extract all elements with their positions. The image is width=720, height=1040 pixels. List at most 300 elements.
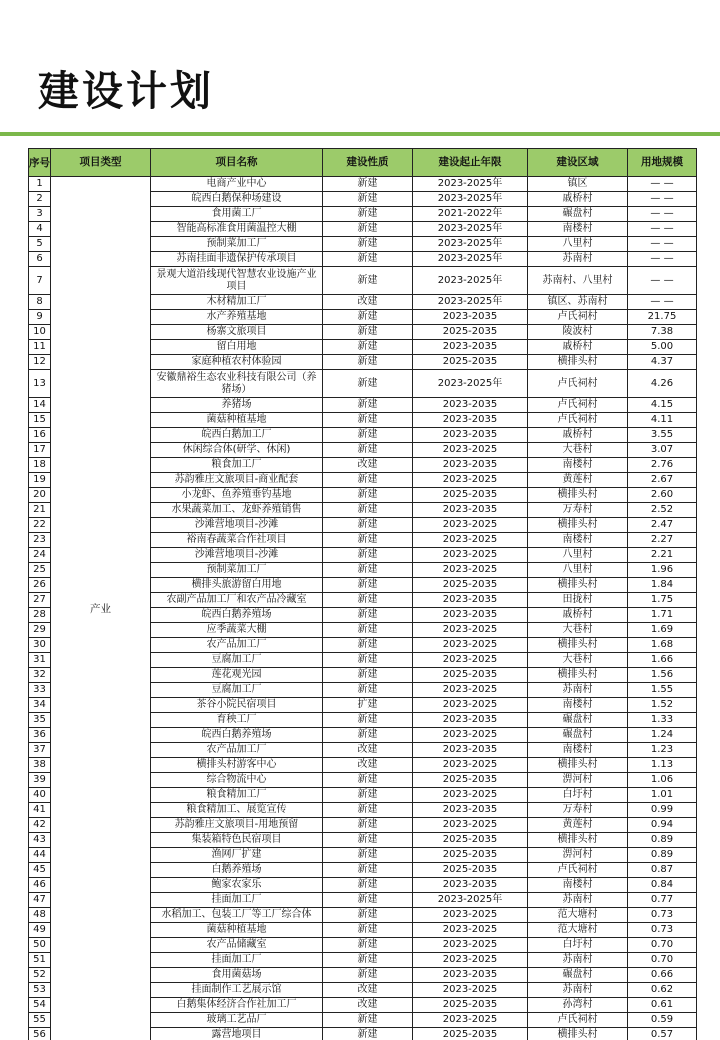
row-name: 预制菜加工厂	[151, 563, 323, 578]
row-period: 2023-2025	[413, 683, 528, 698]
row-land: 1.55	[628, 683, 697, 698]
row-land: 0.73	[628, 923, 697, 938]
row-name: 农副产品加工厂和农产品冷藏室	[151, 593, 323, 608]
row-area: 碾盘村	[528, 728, 628, 743]
row-name: 农产品储藏室	[151, 938, 323, 953]
row-land: 0.62	[628, 983, 697, 998]
row-area: 戚桥村	[528, 428, 628, 443]
row-period: 2023-2025年	[413, 252, 528, 267]
row-nature: 新建	[323, 893, 413, 908]
row-seq: 53	[29, 983, 51, 998]
row-seq: 55	[29, 1013, 51, 1028]
row-name: 鲍家农家乐	[151, 878, 323, 893]
row-name: 菌菇种植基地	[151, 923, 323, 938]
row-nature: 新建	[323, 413, 413, 428]
row-nature: 新建	[323, 788, 413, 803]
row-nature: 新建	[323, 237, 413, 252]
row-seq: 21	[29, 503, 51, 518]
row-period: 2023-2035	[413, 503, 528, 518]
row-land: — —	[628, 252, 697, 267]
row-period: 2023-2025	[413, 473, 528, 488]
header-nature: 建设性质	[323, 149, 413, 177]
row-name: 横排头村游客中心	[151, 758, 323, 773]
table-row	[29, 177, 697, 192]
row-area: 白圩村	[528, 788, 628, 803]
row-area: 卢氏祠村	[528, 1013, 628, 1028]
row-period: 2023-2025年	[413, 192, 528, 207]
row-nature: 新建	[323, 252, 413, 267]
row-land: 0.99	[628, 803, 697, 818]
row-land: 1.33	[628, 713, 697, 728]
row-seq: 38	[29, 758, 51, 773]
row-area: 镇区	[528, 177, 628, 192]
row-seq: 1	[29, 177, 51, 192]
row-period: 2025-2035	[413, 1028, 528, 1040]
row-area: 南楼村	[528, 458, 628, 473]
row-name: 食用菌工厂	[151, 207, 323, 222]
row-land: 4.26	[628, 370, 697, 398]
row-period: 2023-2035	[413, 608, 528, 623]
row-period: 2023-2025年	[413, 237, 528, 252]
row-area: 大巷村	[528, 443, 628, 458]
row-seq: 3	[29, 207, 51, 222]
row-land: 1.24	[628, 728, 697, 743]
row-seq: 29	[29, 623, 51, 638]
row-name: 水果蔬菜加工、龙虾养殖销售	[151, 503, 323, 518]
row-name: 育秧工厂	[151, 713, 323, 728]
row-seq: 33	[29, 683, 51, 698]
row-period: 2025-2035	[413, 773, 528, 788]
row-land: 4.15	[628, 398, 697, 413]
row-period: 2023-2025	[413, 638, 528, 653]
row-name: 安徽鼎裕生态农业科技有限公司（养猪场）	[151, 370, 323, 398]
row-land: 1.56	[628, 668, 697, 683]
row-seq: 40	[29, 788, 51, 803]
row-period: 2023-2025	[413, 953, 528, 968]
row-seq: 24	[29, 548, 51, 563]
row-land: 0.89	[628, 833, 697, 848]
row-area: 淠河村	[528, 773, 628, 788]
row-period: 2025-2035	[413, 578, 528, 593]
row-nature: 新建	[323, 355, 413, 370]
row-nature: 新建	[323, 518, 413, 533]
row-seq: 42	[29, 818, 51, 833]
row-name: 综合物流中心	[151, 773, 323, 788]
row-area: 陵波村	[528, 325, 628, 340]
row-seq: 14	[29, 398, 51, 413]
row-nature: 新建	[323, 548, 413, 563]
row-seq: 18	[29, 458, 51, 473]
row-nature: 新建	[323, 563, 413, 578]
row-period: 2025-2035	[413, 325, 528, 340]
row-area: 卢氏祠村	[528, 398, 628, 413]
row-area: 八里村	[528, 563, 628, 578]
row-nature: 新建	[323, 593, 413, 608]
row-nature: 新建	[323, 473, 413, 488]
row-land: 5.00	[628, 340, 697, 355]
header-category: 项目类型	[51, 149, 151, 177]
row-land: 0.73	[628, 908, 697, 923]
row-seq: 54	[29, 998, 51, 1013]
row-name: 白鹅养殖场	[151, 863, 323, 878]
table-body	[29, 177, 697, 1040]
row-seq: 45	[29, 863, 51, 878]
row-land: 0.77	[628, 893, 697, 908]
row-name: 挂面加工厂	[151, 953, 323, 968]
row-period: 2023-2035	[413, 340, 528, 355]
row-land: 1.06	[628, 773, 697, 788]
row-seq: 27	[29, 593, 51, 608]
row-land: 0.89	[628, 848, 697, 863]
row-land: — —	[628, 267, 697, 295]
row-area: 苏南村、八里村	[528, 267, 628, 295]
row-seq: 10	[29, 325, 51, 340]
row-period: 2025-2035	[413, 488, 528, 503]
row-nature: 新建	[323, 340, 413, 355]
row-land: 2.27	[628, 533, 697, 548]
row-name: 莲花观光园	[151, 668, 323, 683]
row-period: 2023-2025	[413, 758, 528, 773]
row-land: 0.94	[628, 818, 697, 833]
row-name: 挂面加工厂	[151, 893, 323, 908]
row-period: 2023-2025	[413, 818, 528, 833]
row-land: — —	[628, 237, 697, 252]
row-area: 镇区、苏南村	[528, 295, 628, 310]
row-land: 1.23	[628, 743, 697, 758]
row-seq: 36	[29, 728, 51, 743]
row-name: 智能高标准食用菌温控大棚	[151, 222, 323, 237]
row-name: 电商产业中心	[151, 177, 323, 192]
row-name: 裕南春蔬菜合作社项目	[151, 533, 323, 548]
row-nature: 新建	[323, 683, 413, 698]
row-land: — —	[628, 177, 697, 192]
row-area: 南楼村	[528, 878, 628, 893]
row-area: 黄莲村	[528, 818, 628, 833]
row-name: 粮食加工厂	[151, 458, 323, 473]
row-name: 白鹅集体经济合作社加工厂	[151, 998, 323, 1013]
row-nature: 新建	[323, 938, 413, 953]
row-seq: 20	[29, 488, 51, 503]
row-land: 2.52	[628, 503, 697, 518]
row-area: 卢氏祠村	[528, 370, 628, 398]
row-period: 2025-2035	[413, 833, 528, 848]
row-land: 1.69	[628, 623, 697, 638]
row-nature: 新建	[323, 818, 413, 833]
row-land: 1.68	[628, 638, 697, 653]
row-name: 粮食精加工、展览宣传	[151, 803, 323, 818]
row-area: 戚桥村	[528, 340, 628, 355]
row-land: 0.70	[628, 938, 697, 953]
row-name: 菌菇种植基地	[151, 413, 323, 428]
construction-plan-table	[28, 148, 697, 1040]
row-area: 范大塘村	[528, 923, 628, 938]
row-area: 田拢村	[528, 593, 628, 608]
row-period: 2023-2025年	[413, 370, 528, 398]
row-seq: 37	[29, 743, 51, 758]
row-name: 皖西白鹅加工厂	[151, 428, 323, 443]
row-seq: 6	[29, 252, 51, 267]
row-seq: 41	[29, 803, 51, 818]
row-name: 食用菌菇场	[151, 968, 323, 983]
row-period: 2023-2035	[413, 968, 528, 983]
row-land: 1.52	[628, 698, 697, 713]
row-nature: 新建	[323, 953, 413, 968]
row-name: 水产养殖基地	[151, 310, 323, 325]
row-area: 横排头村	[528, 355, 628, 370]
row-name: 应季蔬菜大棚	[151, 623, 323, 638]
row-seq: 56	[29, 1028, 51, 1040]
row-nature: 新建	[323, 878, 413, 893]
row-period: 2023-2025年	[413, 222, 528, 237]
row-land: 7.38	[628, 325, 697, 340]
row-name: 景观大道沿线现代智慧农业设施产业项目	[151, 267, 323, 295]
row-period: 2025-2035	[413, 863, 528, 878]
header-area: 建设区域	[528, 149, 628, 177]
row-area: 南楼村	[528, 222, 628, 237]
row-area: 八里村	[528, 548, 628, 563]
row-name: 豆腐加工厂	[151, 653, 323, 668]
row-area: 万寿村	[528, 503, 628, 518]
row-seq: 8	[29, 295, 51, 310]
header-period: 建设起止年限	[413, 149, 528, 177]
row-land: 2.60	[628, 488, 697, 503]
row-name: 皖西白鹅养殖场	[151, 608, 323, 623]
row-land: 1.75	[628, 593, 697, 608]
row-name: 苏韵雅庄文旅项目-用地预留	[151, 818, 323, 833]
row-land: 1.71	[628, 608, 697, 623]
row-seq: 7	[29, 267, 51, 295]
row-area: 淠河村	[528, 848, 628, 863]
row-nature: 新建	[323, 370, 413, 398]
category-cell: 产业	[51, 177, 151, 1040]
row-nature: 改建	[323, 743, 413, 758]
row-seq: 35	[29, 713, 51, 728]
row-area: 碾盘村	[528, 713, 628, 728]
row-period: 2023-2025	[413, 908, 528, 923]
row-seq: 25	[29, 563, 51, 578]
row-land: 1.01	[628, 788, 697, 803]
row-name: 横排头旅游留白用地	[151, 578, 323, 593]
row-land: 1.13	[628, 758, 697, 773]
row-period: 2023-2025	[413, 533, 528, 548]
row-area: 范大塘村	[528, 908, 628, 923]
row-period: 2023-2025年	[413, 893, 528, 908]
row-land: 3.07	[628, 443, 697, 458]
row-area: 大巷村	[528, 623, 628, 638]
row-seq: 22	[29, 518, 51, 533]
row-period: 2023-2035	[413, 743, 528, 758]
row-period: 2023-2025	[413, 518, 528, 533]
row-area: 卢氏祠村	[528, 413, 628, 428]
row-name: 茶谷小院民宿项目	[151, 698, 323, 713]
row-area: 八里村	[528, 237, 628, 252]
row-period: 2025-2035	[413, 668, 528, 683]
row-area: 横排头村	[528, 638, 628, 653]
row-period: 2023-2025年	[413, 267, 528, 295]
row-land: 1.96	[628, 563, 697, 578]
row-land: 21.75	[628, 310, 697, 325]
row-nature: 新建	[323, 908, 413, 923]
row-area: 横排头村	[528, 488, 628, 503]
row-nature: 改建	[323, 458, 413, 473]
row-seq: 31	[29, 653, 51, 668]
row-nature: 新建	[323, 968, 413, 983]
row-period: 2023-2025	[413, 788, 528, 803]
row-nature: 新建	[323, 608, 413, 623]
row-period: 2023-2035	[413, 803, 528, 818]
row-seq: 30	[29, 638, 51, 653]
row-land: — —	[628, 295, 697, 310]
row-seq: 51	[29, 953, 51, 968]
row-nature: 新建	[323, 653, 413, 668]
row-name: 玻璃工艺品厂	[151, 1013, 323, 1028]
row-period: 2023-2025年	[413, 295, 528, 310]
row-land: 0.59	[628, 1013, 697, 1028]
table-header-row	[29, 149, 697, 177]
row-area: 戚桥村	[528, 608, 628, 623]
row-name: 家庭种植农村体验园	[151, 355, 323, 370]
row-area: 南楼村	[528, 533, 628, 548]
row-seq: 44	[29, 848, 51, 863]
row-nature: 改建	[323, 758, 413, 773]
row-seq: 34	[29, 698, 51, 713]
row-seq: 28	[29, 608, 51, 623]
row-name: 留白用地	[151, 340, 323, 355]
row-nature: 新建	[323, 713, 413, 728]
row-seq: 39	[29, 773, 51, 788]
row-name: 苏南挂面非遗保护传承项目	[151, 252, 323, 267]
title-divider	[0, 132, 720, 136]
row-nature: 新建	[323, 863, 413, 878]
row-area: 碾盘村	[528, 968, 628, 983]
row-period: 2023-2035	[413, 428, 528, 443]
row-land: — —	[628, 192, 697, 207]
row-seq: 9	[29, 310, 51, 325]
row-period: 2023-2025	[413, 698, 528, 713]
row-land: 4.11	[628, 413, 697, 428]
row-nature: 扩建	[323, 698, 413, 713]
row-area: 横排头村	[528, 1028, 628, 1040]
row-land: 0.57	[628, 1028, 697, 1040]
page-title: 建设计划	[38, 67, 214, 115]
row-name: 挂面制作工艺展示馆	[151, 983, 323, 998]
row-period: 2023-2025	[413, 1013, 528, 1028]
row-period: 2023-2035	[413, 398, 528, 413]
row-seq: 26	[29, 578, 51, 593]
row-nature: 新建	[323, 803, 413, 818]
row-area: 横排头村	[528, 668, 628, 683]
row-nature: 改建	[323, 998, 413, 1013]
row-area: 孙湾村	[528, 998, 628, 1013]
row-seq: 47	[29, 893, 51, 908]
row-period: 2023-2035	[413, 593, 528, 608]
row-land: 2.67	[628, 473, 697, 488]
row-land: 2.21	[628, 548, 697, 563]
row-period: 2023-2025年	[413, 177, 528, 192]
row-area: 苏南村	[528, 252, 628, 267]
row-area: 苏南村	[528, 953, 628, 968]
row-period: 2023-2025	[413, 983, 528, 998]
row-period: 2023-2025	[413, 548, 528, 563]
row-land: 2.47	[628, 518, 697, 533]
row-period: 2023-2035	[413, 713, 528, 728]
row-period: 2021-2022年	[413, 207, 528, 222]
row-area: 万寿村	[528, 803, 628, 818]
row-nature: 改建	[323, 295, 413, 310]
row-nature: 新建	[323, 578, 413, 593]
row-period: 2023-2025	[413, 923, 528, 938]
row-name: 沙滩营地项目-沙滩	[151, 518, 323, 533]
row-area: 苏南村	[528, 983, 628, 998]
row-area: 大巷村	[528, 653, 628, 668]
row-nature: 新建	[323, 398, 413, 413]
row-nature: 新建	[323, 488, 413, 503]
row-seq: 4	[29, 222, 51, 237]
row-name: 木材精加工厂	[151, 295, 323, 310]
row-period: 2025-2035	[413, 848, 528, 863]
row-area: 戚桥村	[528, 192, 628, 207]
row-seq: 52	[29, 968, 51, 983]
row-nature: 新建	[323, 428, 413, 443]
row-nature: 新建	[323, 533, 413, 548]
row-nature: 新建	[323, 222, 413, 237]
row-name: 豆腐加工厂	[151, 683, 323, 698]
row-area: 南楼村	[528, 698, 628, 713]
row-area: 横排头村	[528, 518, 628, 533]
row-nature: 新建	[323, 623, 413, 638]
row-seq: 48	[29, 908, 51, 923]
row-area: 黄莲村	[528, 473, 628, 488]
row-period: 2023-2025	[413, 623, 528, 638]
row-period: 2023-2025	[413, 938, 528, 953]
row-nature: 新建	[323, 728, 413, 743]
row-nature: 新建	[323, 207, 413, 222]
row-seq: 2	[29, 192, 51, 207]
row-period: 2023-2025	[413, 563, 528, 578]
row-land: — —	[628, 222, 697, 237]
row-nature: 新建	[323, 1028, 413, 1040]
row-area: 卢氏祠村	[528, 310, 628, 325]
row-land: 1.84	[628, 578, 697, 593]
row-name: 粮食精加工厂	[151, 788, 323, 803]
row-name: 皖西白鹅养殖场	[151, 728, 323, 743]
row-area: 卢氏祠村	[528, 863, 628, 878]
row-land: — —	[628, 207, 697, 222]
row-area: 碾盘村	[528, 207, 628, 222]
header-land: 用地规模	[628, 149, 697, 177]
row-seq: 5	[29, 237, 51, 252]
row-seq: 16	[29, 428, 51, 443]
row-seq: 13	[29, 370, 51, 398]
row-name: 苏韵雅庄文旅项目-商业配套	[151, 473, 323, 488]
row-nature: 新建	[323, 443, 413, 458]
row-seq: 50	[29, 938, 51, 953]
row-nature: 新建	[323, 192, 413, 207]
row-period: 2023-2025	[413, 443, 528, 458]
row-nature: 新建	[323, 668, 413, 683]
row-seq: 12	[29, 355, 51, 370]
row-name: 农产品加工厂	[151, 638, 323, 653]
row-name: 皖西白鹅保种场建设	[151, 192, 323, 207]
row-seq: 11	[29, 340, 51, 355]
row-land: 0.70	[628, 953, 697, 968]
header-seq: 序号	[29, 149, 51, 177]
row-nature: 新建	[323, 325, 413, 340]
row-period: 2025-2035	[413, 998, 528, 1013]
row-area: 白圩村	[528, 938, 628, 953]
row-nature: 新建	[323, 638, 413, 653]
row-land: 0.84	[628, 878, 697, 893]
